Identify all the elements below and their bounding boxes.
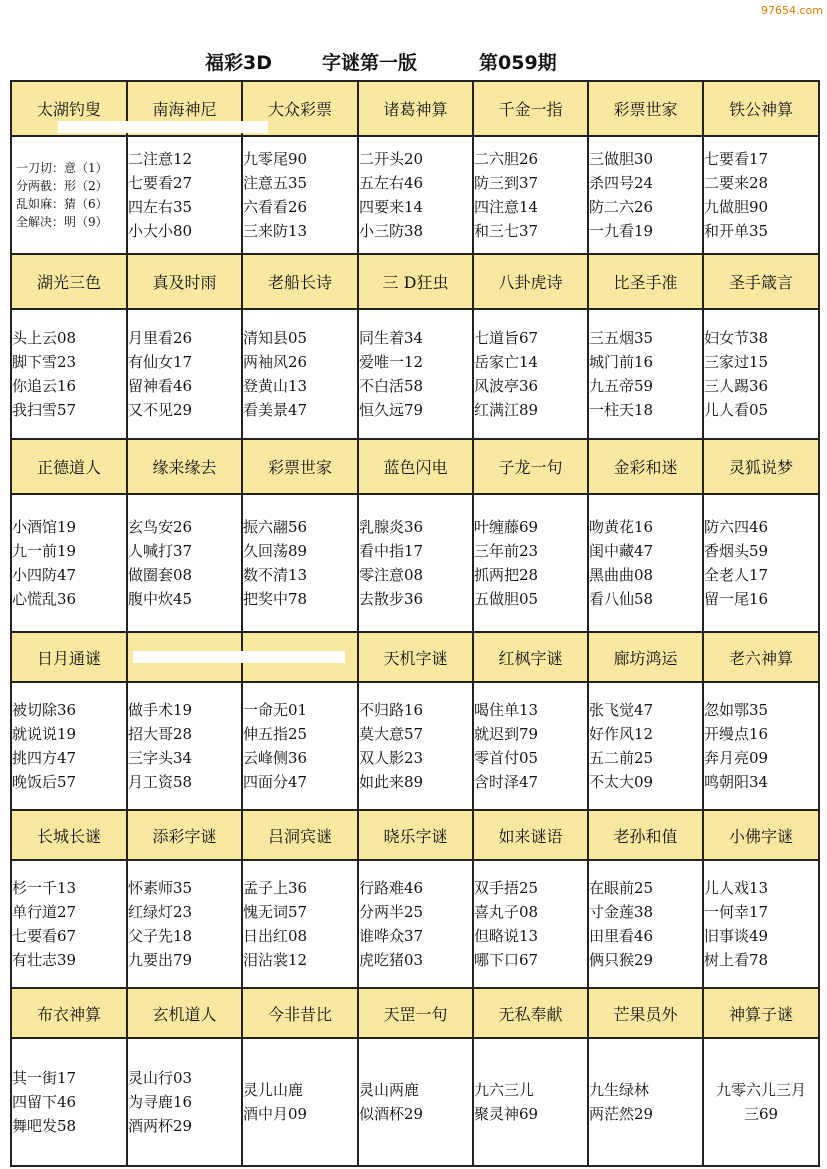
legend-line: 乱如麻：猜（6） xyxy=(16,197,108,211)
riddle-line: 招大哥28 xyxy=(128,725,193,743)
riddle-cell xyxy=(242,136,358,254)
riddle-line: 不归路16 xyxy=(359,701,424,719)
riddle-line: 怀素师35 xyxy=(128,879,193,897)
riddle-line: 振六翮56 xyxy=(243,518,308,536)
riddle-cell xyxy=(703,309,819,439)
riddle-line: 爱唯一12 xyxy=(359,353,424,371)
riddle-cell xyxy=(11,494,127,632)
riddle-cell xyxy=(242,494,358,632)
header-cell: 南海神尼 xyxy=(127,81,242,136)
riddle-cell xyxy=(11,309,127,439)
riddle-line: 双人影23 xyxy=(359,749,424,767)
header-cell: 真及时雨 xyxy=(127,254,242,309)
riddle-line: 不白活58 xyxy=(359,377,424,395)
riddle-line: 舞吧发58 xyxy=(12,1117,77,1135)
header-cell: 圣手箴言 xyxy=(703,254,819,309)
riddle-line: 吻黄花16 xyxy=(589,518,654,536)
riddle-line: 张飞觉47 xyxy=(589,701,654,719)
riddle-line: 喜丸子08 xyxy=(474,903,539,921)
riddle-line: 四左右35 xyxy=(128,198,193,216)
riddle-cell xyxy=(703,1038,819,1166)
header-cell: 布衣神算 xyxy=(11,988,127,1038)
riddle-line: 孟子上36 xyxy=(243,879,308,897)
riddle-line: 全老人17 xyxy=(704,566,769,584)
header-cell: 今非昔比 xyxy=(242,988,358,1038)
riddle-line: 三来防13 xyxy=(243,222,308,240)
riddle-line: 九生绿林 xyxy=(589,1081,650,1099)
riddle-line: 有仙女17 xyxy=(128,353,193,371)
riddle-line: 黑曲曲08 xyxy=(589,566,654,584)
riddle-line: 俩只猴29 xyxy=(589,951,654,969)
riddle-cell xyxy=(473,309,588,439)
riddle-line: 莫大意57 xyxy=(359,725,424,743)
riddle-line: 九一前19 xyxy=(12,542,77,560)
riddle-cell xyxy=(11,1038,127,1166)
riddle-line: 树上看78 xyxy=(704,951,769,969)
riddle-line: 九零尾90 xyxy=(243,150,308,168)
header-row xyxy=(11,254,819,309)
data-row xyxy=(11,494,819,632)
header-cell: 老六神算 xyxy=(703,632,819,682)
riddle-line: 乳腺炎36 xyxy=(359,518,424,536)
riddle-line: 头上云08 xyxy=(12,329,77,347)
header-cell: 大众彩票 xyxy=(242,81,358,136)
riddle-line: 九六三儿 xyxy=(474,1081,535,1099)
header-cell: 八卦虎诗 xyxy=(473,254,588,309)
riddle-line: 一九看19 xyxy=(589,222,654,240)
riddle-line: 九做胆90 xyxy=(704,198,769,216)
riddle-line: 奔月亮09 xyxy=(704,749,769,767)
riddle-line: 恒久远79 xyxy=(359,401,424,419)
riddle-line: 有壮志39 xyxy=(12,951,77,969)
riddle-line: 哪下口67 xyxy=(474,951,539,969)
header-cell: 如来谜语 xyxy=(473,810,588,860)
riddle-line: 灵山两鹿 xyxy=(359,1081,420,1099)
riddle-cell xyxy=(473,860,588,988)
riddle-cell xyxy=(127,309,242,439)
header-cell: 三 D狂虫 xyxy=(358,254,473,309)
riddle-line: 寸金莲38 xyxy=(589,903,654,921)
data-row xyxy=(11,682,819,810)
riddle-cell xyxy=(127,1038,242,1166)
riddle-line: 忽如鄂35 xyxy=(704,701,769,719)
riddle-line: 我扫雪57 xyxy=(12,401,77,419)
riddle-line: 心慌乱36 xyxy=(12,590,77,608)
header-cell: 日月通谜 xyxy=(11,632,127,682)
riddle-line: 你追云16 xyxy=(12,377,77,395)
riddle-line: 七要看67 xyxy=(12,927,77,945)
legend-line: 全解决：明（9） xyxy=(16,215,108,229)
riddle-line: 酒两杯29 xyxy=(128,1117,193,1135)
header-cell: 子龙一句 xyxy=(473,439,588,494)
header-cell: 无私奉献 xyxy=(473,988,588,1038)
riddle-line: 登黄山13 xyxy=(243,377,308,395)
riddle-line: 如此来89 xyxy=(359,773,424,791)
riddle-line: 做圈套08 xyxy=(128,566,193,584)
riddle-line: 分两半25 xyxy=(359,903,424,921)
riddle-cell xyxy=(588,309,703,439)
riddle-line: 防六四46 xyxy=(704,518,769,536)
riddle-cell xyxy=(703,682,819,810)
data-row xyxy=(11,1038,819,1166)
scan-artifact xyxy=(133,651,345,663)
legend-line: 分两截：形（2） xyxy=(16,179,108,193)
riddle-line: 四要来14 xyxy=(359,198,424,216)
riddle-cell xyxy=(127,136,242,254)
riddle-cell xyxy=(358,860,473,988)
riddle-line: 三家过15 xyxy=(704,353,769,371)
riddle-line: 人喊打37 xyxy=(128,542,193,560)
riddle-cell xyxy=(358,136,473,254)
riddle-line: 做手术19 xyxy=(128,701,193,719)
riddle-line: 灵儿山鹿 xyxy=(243,1081,304,1099)
page-title xyxy=(0,44,827,78)
header-cell: 湖光三色 xyxy=(11,254,127,309)
header-cell: 诸葛神算 xyxy=(358,81,473,136)
riddle-cell xyxy=(588,860,703,988)
riddle-cell xyxy=(127,860,242,988)
riddle-line: 酒中月09 xyxy=(243,1105,308,1123)
riddle-line: 小四防47 xyxy=(12,566,77,584)
riddle-cell xyxy=(473,682,588,810)
header-cell: 灵狐说梦 xyxy=(703,439,819,494)
riddle-cell xyxy=(588,136,703,254)
title-lottery: 福彩3D xyxy=(205,52,272,74)
riddle-line: 二要来28 xyxy=(704,174,769,192)
riddle-line: 把奖中78 xyxy=(243,590,308,608)
riddle-line: 田里看46 xyxy=(589,927,654,945)
riddle-cell xyxy=(473,136,588,254)
riddle-cell xyxy=(703,136,819,254)
header-cell: 金彩和迷 xyxy=(588,439,703,494)
riddle-cell xyxy=(588,682,703,810)
riddle-line: 防三到37 xyxy=(474,174,539,192)
site-watermark: 97654.com xyxy=(761,4,823,17)
riddle-cell xyxy=(127,494,242,632)
riddle-line: 零首付05 xyxy=(474,749,539,767)
riddle-line: 九要出79 xyxy=(128,951,193,969)
riddle-line: 三字头34 xyxy=(128,749,193,767)
riddle-line: 五二前25 xyxy=(589,749,654,767)
riddle-line: 九零六儿三月三69 xyxy=(715,1081,806,1123)
riddle-line: 日出红08 xyxy=(243,927,308,945)
header-cell: 天罡一句 xyxy=(358,988,473,1038)
header-cell: 红枫字谜 xyxy=(473,632,588,682)
riddle-line: 玄鸟安26 xyxy=(128,518,193,536)
header-cell: 天机字谜 xyxy=(358,632,473,682)
riddle-line: 聚灵神69 xyxy=(474,1105,539,1123)
riddle-line: 好作风12 xyxy=(589,725,654,743)
legend-line: 一刀切：意（1） xyxy=(16,161,108,175)
riddle-line: 伸五指25 xyxy=(243,725,308,743)
riddle-cell xyxy=(242,309,358,439)
riddle-line: 三人踢36 xyxy=(704,377,769,395)
riddle-line: 岳家亡14 xyxy=(474,353,539,371)
riddle-line: 留一尾16 xyxy=(704,590,769,608)
riddle-line: 四留下46 xyxy=(12,1093,77,1111)
riddle-line: 儿人看05 xyxy=(704,401,769,419)
riddle-line: 月里看26 xyxy=(128,329,193,347)
riddle-line: 含时泽47 xyxy=(474,773,539,791)
riddle-line: 又不见29 xyxy=(128,401,193,419)
riddle-line: 二开头20 xyxy=(359,150,424,168)
riddle-line: 留神看46 xyxy=(128,377,193,395)
riddle-line: 注意五35 xyxy=(243,174,308,192)
riddle-line: 红绿灯23 xyxy=(128,903,193,921)
riddle-line: 九五帝59 xyxy=(589,377,654,395)
header-cell: 缘来缘去 xyxy=(127,439,242,494)
header-cell: 长城长谜 xyxy=(11,810,127,860)
riddle-cell xyxy=(588,1038,703,1166)
riddle-line: 虎吃猪03 xyxy=(359,951,424,969)
riddle-line: 两袖风26 xyxy=(243,353,308,371)
header-cell: 廊坊鸿运 xyxy=(588,632,703,682)
riddle-line: 双手捂25 xyxy=(474,879,539,897)
riddle-line: 同生着34 xyxy=(359,329,424,347)
header-cell: 老孙和值 xyxy=(588,810,703,860)
riddle-line: 抓两把28 xyxy=(474,566,539,584)
data-row xyxy=(11,860,819,988)
riddle-line: 看美景47 xyxy=(243,401,308,419)
title-edition: 字谜第一版 xyxy=(322,52,418,74)
riddle-table xyxy=(10,80,820,1167)
riddle-line: 云峰侧36 xyxy=(243,749,308,767)
riddle-line: 久回荡89 xyxy=(243,542,308,560)
riddle-line: 闺中藏47 xyxy=(589,542,654,560)
riddle-line: 香烟头59 xyxy=(704,542,769,560)
data-row xyxy=(11,136,819,254)
header-row xyxy=(11,439,819,494)
legend-cell xyxy=(11,136,127,254)
riddle-line: 四面分47 xyxy=(243,773,308,791)
riddle-line: 三年前23 xyxy=(474,542,539,560)
header-cell: 比圣手准 xyxy=(588,254,703,309)
riddle-line: 妇女节38 xyxy=(704,329,769,347)
riddle-cell xyxy=(473,1038,588,1166)
riddle-line: 红满江89 xyxy=(474,401,539,419)
scan-artifact xyxy=(58,121,268,133)
riddle-line: 五做胆05 xyxy=(474,590,539,608)
riddle-line: 六看看26 xyxy=(243,198,308,216)
riddle-cell xyxy=(358,494,473,632)
riddle-line: 零注意08 xyxy=(359,566,424,584)
riddle-cell xyxy=(242,1038,358,1166)
riddle-line: 腹中炊45 xyxy=(128,590,193,608)
header-cell: 铁公神算 xyxy=(703,81,819,136)
riddle-line: 但略说13 xyxy=(474,927,539,945)
riddle-cell xyxy=(703,494,819,632)
riddle-line: 灵山行03 xyxy=(128,1069,193,1087)
riddle-cell xyxy=(242,860,358,988)
riddle-line: 数不清13 xyxy=(243,566,308,584)
riddle-line: 五左右46 xyxy=(359,174,424,192)
riddle-line: 七要看17 xyxy=(704,150,769,168)
header-cell: 彩票世家 xyxy=(242,439,358,494)
header-cell: 彩票世家 xyxy=(588,81,703,136)
riddle-line: 开缦点16 xyxy=(704,725,769,743)
riddle-line: 二六胆26 xyxy=(474,150,539,168)
riddle-line: 一何幸17 xyxy=(704,903,769,921)
title-issue: 第059期 xyxy=(479,52,557,74)
riddle-line: 月工资58 xyxy=(128,773,193,791)
riddle-line: 单行道27 xyxy=(12,903,77,921)
riddle-line: 一柱天18 xyxy=(589,401,654,419)
riddle-line: 儿人戏13 xyxy=(704,879,769,897)
riddle-line: 三做胆30 xyxy=(589,150,654,168)
riddle-line: 杀四号24 xyxy=(589,174,654,192)
header-cell: 太湖钓叟 xyxy=(11,81,127,136)
riddle-line: 三五烟35 xyxy=(589,329,654,347)
header-cell: 晓乐字谜 xyxy=(358,810,473,860)
riddle-line: 七道旨67 xyxy=(474,329,539,347)
riddle-line: 风波亭36 xyxy=(474,377,539,395)
riddle-line: 杉一千13 xyxy=(12,879,77,897)
riddle-line: 看中指17 xyxy=(359,542,424,560)
riddle-line: 为寻鹿16 xyxy=(128,1093,193,1111)
riddle-cell xyxy=(703,860,819,988)
riddle-cell xyxy=(127,682,242,810)
riddle-cell xyxy=(473,494,588,632)
riddle-line: 小大小80 xyxy=(128,222,193,240)
header-cell: 玄机道人 xyxy=(127,988,242,1038)
riddle-line: 一命无01 xyxy=(243,701,308,719)
header-cell: 小佛字谜 xyxy=(703,810,819,860)
riddle-line: 不太大09 xyxy=(589,773,654,791)
riddle-cell xyxy=(11,860,127,988)
riddle-line: 在眼前25 xyxy=(589,879,654,897)
riddle-cell xyxy=(358,1038,473,1166)
data-row xyxy=(11,309,819,439)
header-cell: 正德道人 xyxy=(11,439,127,494)
riddle-line: 两茫然29 xyxy=(589,1105,654,1123)
header-cell: 蓝色闪电 xyxy=(358,439,473,494)
riddle-line: 其一街17 xyxy=(12,1069,77,1087)
header-cell: 添彩字谜 xyxy=(127,810,242,860)
riddle-line: 挑四方47 xyxy=(12,749,77,767)
riddle-line: 行路难46 xyxy=(359,879,424,897)
riddle-line: 晚饭后57 xyxy=(12,773,77,791)
header-cell: 吕洞宾谜 xyxy=(242,810,358,860)
riddle-line: 看八仙58 xyxy=(589,590,654,608)
riddle-line: 小酒馆19 xyxy=(12,518,77,536)
riddle-line: 脚下雪23 xyxy=(12,353,77,371)
riddle-line: 就说说19 xyxy=(12,725,77,743)
riddle-line: 愧无词57 xyxy=(243,903,308,921)
riddle-line: 防二六26 xyxy=(589,198,654,216)
header-cell: 老船长诗 xyxy=(242,254,358,309)
riddle-line: 就迟到79 xyxy=(474,725,539,743)
riddle-line: 清知县05 xyxy=(243,329,308,347)
riddle-line: 泪沾裳12 xyxy=(243,951,308,969)
riddle-cell xyxy=(242,682,358,810)
riddle-cell xyxy=(358,309,473,439)
riddle-line: 七要看27 xyxy=(128,174,193,192)
riddle-line: 去散步36 xyxy=(359,590,424,608)
riddle-line: 城门前16 xyxy=(589,353,654,371)
riddle-line: 和三七37 xyxy=(474,222,539,240)
riddle-cell xyxy=(588,494,703,632)
riddle-line: 二注意12 xyxy=(128,150,193,168)
riddle-line: 叶缠藤69 xyxy=(474,518,539,536)
riddle-line: 被切除36 xyxy=(12,701,77,719)
riddle-line: 和开单35 xyxy=(704,222,769,240)
riddle-line: 父子先18 xyxy=(128,927,193,945)
riddle-line: 小三防38 xyxy=(359,222,424,240)
header-cell: 芒果员外 xyxy=(588,988,703,1038)
riddle-line: 旧事谈49 xyxy=(704,927,769,945)
riddle-line: 喝住单13 xyxy=(474,701,539,719)
riddle-line: 四注意14 xyxy=(474,198,539,216)
header-row xyxy=(11,810,819,860)
riddle-line: 似酒杯29 xyxy=(359,1105,424,1123)
header-row xyxy=(11,988,819,1038)
riddle-cell xyxy=(11,682,127,810)
riddle-line: 谁哗众37 xyxy=(359,927,424,945)
riddle-cell xyxy=(358,682,473,810)
header-cell: 神算子谜 xyxy=(703,988,819,1038)
header-cell: 千金一指 xyxy=(473,81,588,136)
riddle-line: 鸣朝阳34 xyxy=(704,773,769,791)
